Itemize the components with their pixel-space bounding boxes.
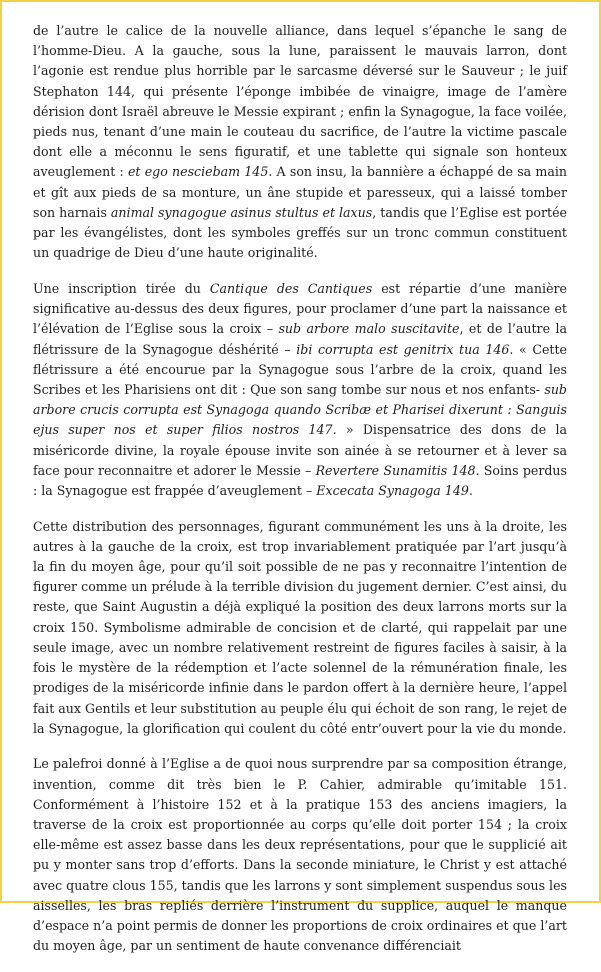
text-segment: Une inscription tirée du <box>33 280 210 296</box>
italic-text-segment: Cantique des Cantiques <box>209 280 373 296</box>
text-segment: , tandis que l’Eglise est portée par les évangélistes, dont les symboles greffés sur un tronc commun constituent un quadrige de Dieu d’une haute originalité. <box>33 204 567 261</box>
italic-text-segment: sub arbore malo suscitavite <box>278 321 460 337</box>
text-segment: » Dispensatrice des dons de la miséricorde divine, la royale épouse invite son ainée à se retourner et à lever sa face pour reconnaitre et adorer le Messie – <box>33 422 567 478</box>
text-segment: Cette distribution des personnages, figurant communément les uns à la droite, les autres à la gauche de la croix, est trop invariablement pratiquée par l’art jusqu’à la fin du moyen âge, pour qu’il soit possible de ne pas y reconnaitre l’intention de figurer comme un prélude à la terrible division du jugement dernier. C’est ainsi, du reste, que Saint Augustin a déjà expliqué la position des deux larrons morts sur la croix 150. Symbolisme admirable de concision et de clarté, qui rappelait par une seule image, avec un nombre relativement restreint de figures faciles à saisir, à la fois le mystère de la rédemption et l’acte solennel de la rémunération finale, les prodiges de la miséricorde infinie dans le pardon offert à la dernière heure, l’appel fait aux Gentils et leur substitution au peuple élu qui échoit de son rang, le rejet de la Synagogue, la glorification qui coulent du côté entr’ouvert pour la vie du monde. <box>33 518 567 736</box>
text-segment: de l’autre le calice de la nouvelle alliance, dans lequel s’épanche le sang de l’homme-Dieu. A la gauche, sous la lune, paraissent le mauvais larron, dont l’agonie est rendue plus horrible par le sarcasme déversé sur le Sauveur ; le juif Stephaton 144, qui présente l’éponge imbibée de vinaigre, image de l’amère dérision dont Israël abreuve le Messie expirant ; enfin la Synagogue, la face voilée, pieds nus, tenant d’une main le couteau du sacrifice, de l’autre la victime pascale dont elle a méconnu le sens figuratif, et une tablette qui signale son honteux aveuglement : <box>33 23 567 180</box>
italic-text-segment: animal synagogue asinus stultus et laxus <box>110 204 373 220</box>
text-segment: Soins perdus : la Synagogue est frappée d’aveuglement – <box>33 462 567 498</box>
text-segment: , et de l’autre la flétrissure de la Synagogue déshérité – <box>33 321 567 357</box>
paragraph <box>33 754 567 956</box>
paragraph <box>33 517 567 739</box>
italic-text-segment: et ego nesciebam 145 <box>127 164 269 180</box>
text-segment: Le palefroi donné à l’Eglise a de quoi nous surprendre par sa composition étrange, invention, comme dit très bien le P. Cahier, admirable qu’imitable 151. Conformément à l’histoire 152 et à la pratique 153 des anciens imagiers, la traverse de la croix est proportionnée au corps qu’elle doit porter 154 ; la croix elle-même est assez basse dans les deux représentations, pour que le supplicié ait pu y monter sans trop d’efforts. Dans la seconde miniature, le Christ y est attaché avec quatre clous 155, tandis que les larrons y sont simplement suspendus sous les aisselles, les bras repliés derrière l’instrument du supplice, auquel le manque d’espace n’a point permis de donner les proportions de croix ordinaires et que l’art du moyen âge, par un sentiment de haute convenance différenciait <box>33 756 567 954</box>
text-segment: est répartie d’une manière significative au-dessus des deux figures, pour proclamer d’une part la naissance et l’élévation de l’Eglise sous la croix – <box>33 280 567 337</box>
italic-text-segment: ibi corrupta est genitrix tua 146 <box>296 341 510 357</box>
document-text-body <box>33 21 567 972</box>
text-segment: . « Cette flétrissure a été encourue par la Synagogue sous l’arbre de la croix, quand les Scribes et les Pharisiens ont dit : Que son sang tombe sur nous et nos enfants- <box>33 341 567 397</box>
italic-text-segment: sub arbore crucis corrupta est Synagoga quando Scribæ et Pharisei dixerunt : Sanguis ejus super nos et super filios nostros 147. <box>33 381 567 438</box>
paragraph <box>33 21 567 263</box>
text-segment: . <box>468 482 473 498</box>
italic-text-segment: Revertere Sunamitis 148. <box>315 462 480 478</box>
text-segment: . A son insu, la bannière a échappé de sa main et gît aux pieds de sa monture, un âne stupide et paresseux, qui a laissé tomber son harnais <box>33 164 567 220</box>
italic-text-segment: Excecata Synagoga 149 <box>316 482 469 498</box>
paragraph <box>33 279 567 501</box>
